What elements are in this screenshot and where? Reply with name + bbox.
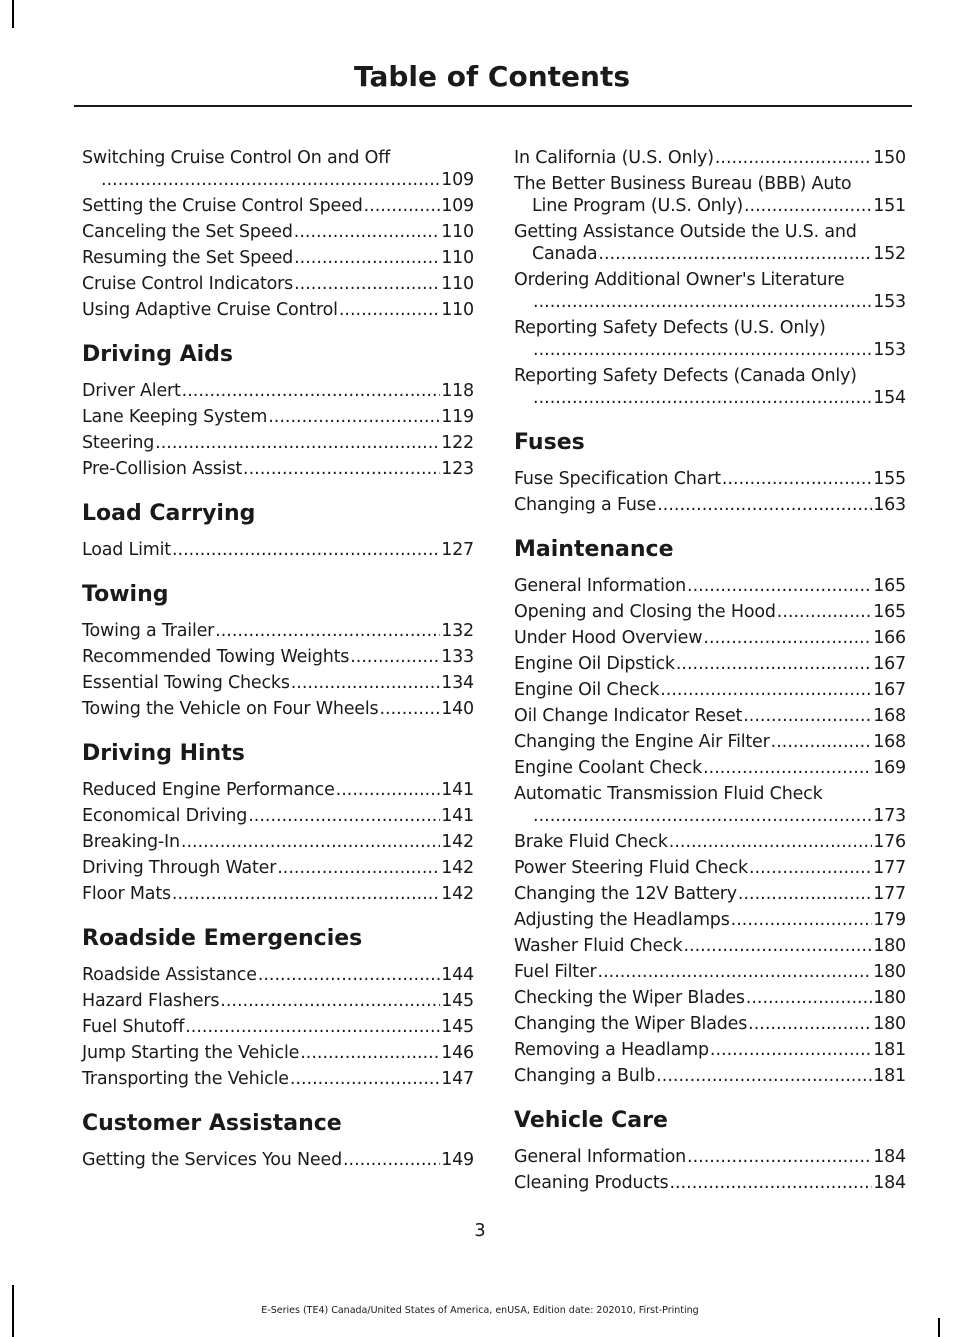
- toc-entry[interactable]: [514, 987, 906, 1009]
- dot-leader: [343, 1149, 440, 1171]
- toc-entry[interactable]: [514, 173, 906, 217]
- dot-leader: [290, 1068, 440, 1090]
- footer-edition-info: E-Series (TE4) Canada/United States of America, enUSA, Edition date: 202010, First-Printing: [261, 1305, 699, 1316]
- toc-entry-page: 142: [441, 884, 474, 904]
- toc-entry-label: Changing a Fuse: [514, 495, 657, 515]
- toc-entry-label: Pre-Collision Assist: [82, 459, 243, 479]
- toc-entry-label: Power Steering Fluid Check: [514, 858, 748, 878]
- toc-entry[interactable]: [514, 961, 906, 983]
- toc-entry-page: 180: [873, 1014, 906, 1034]
- toc-entry[interactable]: [514, 269, 906, 313]
- toc-entry-label: Fuel Shutoff: [82, 1017, 185, 1037]
- dot-leader: [101, 169, 440, 191]
- dot-leader: [738, 883, 872, 905]
- toc-entry-page: 169: [873, 758, 906, 778]
- section-title: Roadside Emergencies: [82, 926, 363, 951]
- toc-entry-label: The Better Business Bureau (BBB) Auto: [514, 174, 852, 194]
- toc-entry[interactable]: [82, 247, 474, 269]
- toc-entry-page: 134: [441, 673, 474, 693]
- toc-entry-label: Using Adaptive Cruise Control: [82, 300, 338, 320]
- dot-leader: [294, 273, 440, 295]
- toc-entry-label: General Information: [514, 1147, 687, 1167]
- toc-entry-page: 181: [873, 1066, 906, 1086]
- toc-entry-label: In California (U.S. Only): [514, 148, 714, 168]
- dot-leader: [220, 990, 440, 1012]
- toc-entry-label: Floor Mats: [82, 884, 171, 904]
- dot-leader: [731, 909, 873, 931]
- toc-right-column: [514, 147, 906, 1198]
- toc-entry-page: 145: [441, 1017, 474, 1037]
- dot-leader: [533, 339, 872, 361]
- dot-leader: [683, 935, 872, 957]
- section-title: Maintenance: [514, 537, 674, 562]
- toc-entry-page: 168: [873, 732, 906, 752]
- toc-entry-page: 184: [873, 1173, 906, 1193]
- toc-entry-page: 145: [441, 991, 474, 1011]
- toc-entry-label: Switching Cruise Control On and Off: [82, 148, 391, 168]
- dot-leader: [722, 468, 872, 490]
- toc-entry-label: Load Limit: [82, 540, 171, 560]
- toc-entry[interactable]: [82, 299, 474, 321]
- dot-leader: [215, 620, 440, 642]
- toc-entry[interactable]: [82, 698, 474, 720]
- toc-entry-label: Removing a Headlamp: [514, 1040, 709, 1060]
- dot-leader: [294, 247, 440, 269]
- toc-entry[interactable]: [82, 432, 474, 454]
- toc-entry-label: Lane Keeping System: [82, 407, 268, 427]
- toc-entry-page: 165: [873, 602, 906, 622]
- toc-entry-page: 110: [441, 274, 474, 294]
- toc-entry[interactable]: [82, 964, 474, 986]
- toc-entry-label: Transporting the Vehicle: [82, 1069, 289, 1089]
- toc-entry-page: 146: [441, 1043, 474, 1063]
- toc-entry[interactable]: [514, 1039, 906, 1061]
- dot-leader: [181, 831, 440, 853]
- dot-leader: [746, 987, 872, 1009]
- dot-leader: [336, 779, 441, 801]
- toc-entry[interactable]: [514, 1146, 906, 1168]
- toc-entry-page: 151: [873, 196, 906, 216]
- toc-entry[interactable]: [82, 672, 474, 694]
- toc-entry-page: 181: [873, 1040, 906, 1060]
- dot-leader: [258, 964, 440, 986]
- toc-entry[interactable]: [514, 575, 906, 597]
- toc-entry-page: 118: [441, 381, 474, 401]
- toc-entry-label: Adjusting the Headlamps: [514, 910, 730, 930]
- toc-entry-page: 176: [873, 832, 906, 852]
- toc-entry-label: Washer Fluid Check: [514, 936, 683, 956]
- toc-entry-page: 119: [441, 407, 474, 427]
- toc-entry[interactable]: [514, 783, 906, 827]
- dot-leader: [703, 627, 872, 649]
- toc-entry[interactable]: [82, 779, 474, 801]
- dot-leader: [744, 195, 872, 217]
- toc-entry-label: Checking the Wiper Blades: [514, 988, 745, 1008]
- toc-entry[interactable]: [82, 406, 474, 428]
- toc-entry-page: 133: [441, 647, 474, 667]
- toc-entry-page: 142: [441, 858, 474, 878]
- dot-leader: [533, 291, 872, 313]
- toc-entry-page: 141: [441, 806, 474, 826]
- toc-entry[interactable]: [514, 653, 906, 675]
- section-title: Fuses: [514, 430, 585, 455]
- toc-entry-label: Roadside Assistance: [82, 965, 257, 985]
- section-title: Customer Assistance: [82, 1111, 342, 1136]
- dot-leader: [172, 539, 440, 561]
- toc-entry-label: Setting the Cruise Control Speed: [82, 196, 363, 216]
- dot-leader: [660, 679, 872, 701]
- toc-entry-page: 122: [441, 433, 474, 453]
- toc-entry-page: 179: [873, 910, 906, 930]
- toc-entry-page: 180: [873, 936, 906, 956]
- toc-entry-label: Getting Assistance Outside the U.S. and: [514, 222, 857, 242]
- dot-leader: [710, 1039, 872, 1061]
- toc-entry-page: 177: [873, 858, 906, 878]
- toc-entry-page: 163: [873, 495, 906, 515]
- toc-entry[interactable]: [82, 1042, 474, 1064]
- toc-entry[interactable]: [82, 539, 474, 561]
- toc-entry-page: 141: [441, 780, 474, 800]
- toc-entry[interactable]: [514, 731, 906, 753]
- dot-leader: [703, 757, 872, 779]
- dot-leader: [676, 653, 872, 675]
- toc-entry[interactable]: [514, 705, 906, 727]
- section-title: Driving Hints: [82, 741, 245, 766]
- dot-leader: [743, 705, 872, 727]
- toc-entry-label: Reduced Engine Performance: [82, 780, 335, 800]
- toc-entry[interactable]: [514, 601, 906, 623]
- dot-leader: [687, 1146, 872, 1168]
- toc-entry-page: 154: [873, 388, 906, 408]
- toc-entry-label: Steering: [82, 433, 155, 453]
- dot-leader: [300, 1042, 440, 1064]
- toc-entry[interactable]: [514, 494, 906, 516]
- dot-leader: [185, 1016, 440, 1038]
- toc-entry-label: Towing the Vehicle on Four Wheels: [82, 699, 379, 719]
- dot-leader: [656, 1065, 872, 1087]
- toc-entry-label: Changing the 12V Battery: [514, 884, 737, 904]
- toc-entry[interactable]: [82, 990, 474, 1012]
- toc-entry-label: Driver Alert: [82, 381, 181, 401]
- toc-entry[interactable]: [82, 831, 474, 853]
- dot-leader: [749, 857, 872, 879]
- toc-entry-page: 180: [873, 962, 906, 982]
- toc-entry-label: Brake Fluid Check: [514, 832, 668, 852]
- toc-entry-page: 153: [873, 340, 906, 360]
- toc-entry[interactable]: [82, 221, 474, 243]
- toc-entry-page: 144: [441, 965, 474, 985]
- dot-leader: [533, 805, 872, 827]
- toc-entry-label: Fuel Filter: [514, 962, 597, 982]
- toc-entry-page: 177: [873, 884, 906, 904]
- toc-entry[interactable]: [82, 646, 474, 668]
- toc-entry[interactable]: [82, 883, 474, 905]
- toc-entry[interactable]: [514, 935, 906, 957]
- toc-entry-label: Fuse Specification Chart: [514, 469, 721, 489]
- toc-entry-page: 168: [873, 706, 906, 726]
- toc-entry-page: 167: [873, 654, 906, 674]
- toc-entry-label: Canceling the Set Speed: [82, 222, 293, 242]
- dot-leader: [687, 575, 872, 597]
- toc-entry[interactable]: [514, 221, 906, 265]
- page-number: 3: [474, 1220, 486, 1241]
- toc-entry-page: 180: [873, 988, 906, 1008]
- toc-entry[interactable]: [514, 627, 906, 649]
- section-title: Load Carrying: [82, 501, 256, 526]
- toc-entry-page: 140: [441, 699, 474, 719]
- toc-entry-label: Engine Oil Dipstick: [514, 654, 675, 674]
- dot-leader: [339, 299, 440, 321]
- dot-leader: [291, 672, 440, 694]
- toc-entry-label: Engine Coolant Check: [514, 758, 703, 778]
- dot-leader: [379, 698, 440, 720]
- toc-entry-page: 152: [873, 244, 906, 264]
- toc-entry-label: Automatic Transmission Fluid Check: [514, 784, 823, 804]
- toc-entry-label: Essential Towing Checks: [82, 673, 290, 693]
- toc-left-column: [82, 147, 474, 1175]
- toc-entry[interactable]: [514, 1065, 906, 1087]
- toc-entry-label: Changing a Bulb: [514, 1066, 656, 1086]
- toc-entry[interactable]: [514, 757, 906, 779]
- toc-entry[interactable]: [82, 1016, 474, 1038]
- toc-entry-label-continued: Canada: [532, 244, 598, 264]
- toc-entry[interactable]: [514, 831, 906, 853]
- toc-entry[interactable]: [82, 805, 474, 827]
- section-title: Driving Aids: [82, 342, 234, 367]
- dot-leader: [715, 147, 872, 169]
- toc-entry-label: Changing the Wiper Blades: [514, 1014, 748, 1034]
- toc-entry[interactable]: [82, 380, 474, 402]
- toc-entry-label: General Information: [514, 576, 687, 596]
- toc-entry-page: 153: [873, 292, 906, 312]
- toc-entry[interactable]: [514, 468, 906, 490]
- toc-entry[interactable]: [514, 679, 906, 701]
- toc-entry-label: Under Hood Overview: [514, 628, 703, 648]
- toc-entry-page: 142: [441, 832, 474, 852]
- dot-leader: [294, 221, 440, 243]
- dot-leader: [598, 961, 873, 983]
- toc-entry-label: Reporting Safety Defects (Canada Only): [514, 366, 857, 386]
- toc-entry-label: Ordering Additional Owner's Literature: [514, 270, 845, 290]
- dot-leader: [669, 1172, 872, 1194]
- toc-entry-label: Towing a Trailer: [82, 621, 215, 641]
- toc-entry[interactable]: [82, 857, 474, 879]
- toc-entry-page: 127: [441, 540, 474, 560]
- toc-entry-page: 110: [441, 300, 474, 320]
- toc-entry[interactable]: [82, 620, 474, 642]
- dot-leader: [657, 494, 872, 516]
- toc-entry-label: Breaking-In: [82, 832, 180, 852]
- toc-entry-page: 165: [873, 576, 906, 596]
- dot-leader: [364, 195, 441, 217]
- toc-entry[interactable]: [82, 195, 474, 217]
- toc-entry-label: Changing the Engine Air Filter: [514, 732, 770, 752]
- dot-leader: [243, 458, 440, 480]
- toc-entry-label: Cruise Control Indicators: [82, 274, 294, 294]
- section-title: Towing: [82, 582, 169, 607]
- toc-entry-label: Recommended Towing Weights: [82, 647, 350, 667]
- toc-entry-page: 166: [873, 628, 906, 648]
- dot-leader: [350, 646, 440, 668]
- page-title: Table of Contents: [353, 60, 630, 93]
- toc-entry-page: 147: [441, 1069, 474, 1089]
- dot-leader: [277, 857, 440, 879]
- toc-entry[interactable]: [514, 365, 906, 409]
- toc-entry-label: Economical Driving: [82, 806, 248, 826]
- toc-entry[interactable]: [82, 458, 474, 480]
- dot-leader: [748, 1013, 872, 1035]
- toc-entry-page: 149: [441, 1150, 474, 1170]
- toc-entry[interactable]: [514, 883, 906, 905]
- toc-entry[interactable]: [514, 857, 906, 879]
- toc-entry-label: Engine Oil Check: [514, 680, 660, 700]
- toc-entry[interactable]: [82, 273, 474, 295]
- dot-leader: [268, 406, 440, 428]
- toc-entry[interactable]: [514, 1013, 906, 1035]
- toc-entry-page: 110: [441, 248, 474, 268]
- dot-leader: [777, 601, 872, 623]
- toc-entry-page: 109: [441, 170, 474, 190]
- toc-entry-page: 167: [873, 680, 906, 700]
- toc-entry-label: Oil Change Indicator Reset: [514, 706, 743, 726]
- toc-entry-page: 155: [873, 469, 906, 489]
- toc-entry-label: Jump Starting the Vehicle: [82, 1043, 300, 1063]
- dot-leader: [533, 387, 872, 409]
- toc-entry-label: Getting the Services You Need: [82, 1150, 342, 1170]
- toc-entry-label: Cleaning Products: [514, 1173, 669, 1193]
- toc-entry-page: 109: [441, 196, 474, 216]
- toc-entry-page: 123: [441, 459, 474, 479]
- toc-entry[interactable]: [514, 147, 906, 169]
- dot-leader: [771, 731, 873, 753]
- toc-entry[interactable]: [514, 909, 906, 931]
- dot-leader: [172, 883, 440, 905]
- toc-entry[interactable]: [514, 1172, 906, 1194]
- toc-entry-label: Driving Through Water: [82, 858, 277, 878]
- toc-entry-page: 150: [873, 148, 906, 168]
- toc-entry-label-continued: Line Program (U.S. Only): [532, 196, 743, 216]
- dot-leader: [669, 831, 872, 853]
- toc-entry[interactable]: [82, 1068, 474, 1090]
- toc-entry-label: Hazard Flashers: [82, 991, 220, 1011]
- dot-leader: [182, 380, 441, 402]
- toc-entry-label: Resuming the Set Speed: [82, 248, 294, 268]
- crop-mark-top-left: [12, 0, 14, 28]
- toc-entry[interactable]: [82, 147, 474, 191]
- dot-leader: [248, 805, 440, 827]
- crop-mark-bottom-right: [938, 1318, 940, 1337]
- toc-entry[interactable]: [514, 317, 906, 361]
- toc-entry-label: Opening and Closing the Hood: [514, 602, 776, 622]
- toc-entry-label: Reporting Safety Defects (U.S. Only): [514, 318, 826, 338]
- toc-entry-page: 184: [873, 1147, 906, 1167]
- dot-leader: [155, 432, 440, 454]
- header-divider: [74, 105, 912, 107]
- toc-entry-page: 173: [873, 806, 906, 826]
- toc-entry-page: 132: [441, 621, 474, 641]
- toc-entry[interactable]: [82, 1149, 474, 1171]
- section-title: Vehicle Care: [514, 1108, 668, 1133]
- toc-entry-page: 110: [441, 222, 474, 242]
- dot-leader: [598, 243, 872, 265]
